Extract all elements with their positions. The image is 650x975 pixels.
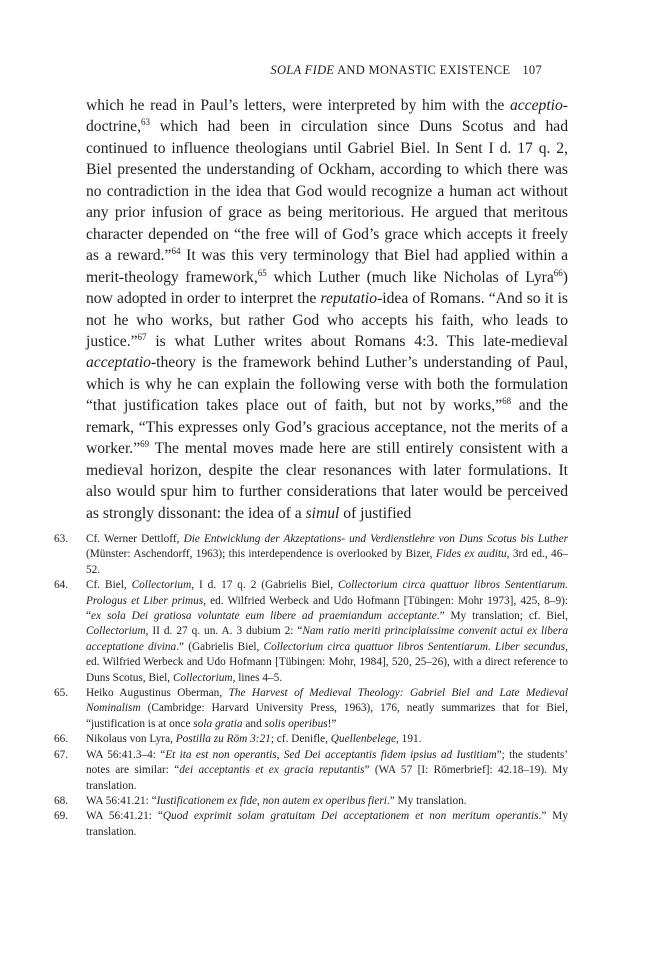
running-head-title: AND MONASTIC EXISTENCE [334, 63, 511, 77]
footnote-text: WA 56:41.21: “Iustificationem ex fide, non autem ex operibus fieri.” My translation. [86, 794, 467, 807]
body-text [86, 95, 568, 524]
footnotes [54, 532, 568, 840]
running-head [270, 63, 542, 78]
footnote-number: 69. [54, 810, 69, 823]
footnote-number: 67. [54, 748, 69, 761]
running-head-title-italic: SOLA FIDE [270, 63, 335, 77]
footnote-ref-63[interactable]: 63 [141, 117, 150, 128]
footnote-number: 63. [54, 533, 69, 545]
footnote-number: 65. [54, 687, 69, 700]
footnote-66 [54, 732, 568, 747]
footnote-ref-68[interactable]: 68 [502, 396, 512, 407]
footnote-ref-65[interactable]: 65 [257, 267, 267, 278]
footnote-64 [54, 578, 568, 686]
footnote-text: Cf. Werner Dettloff, Die Entwicklung der Akzeptations- und Verdienstlehre von Duns Scotus bis Luther (Münster: Aschendorff, 1963); this interdependence is overlooked by Bizer, Fides ex auditu, 3rd ed., 46–52. [86, 533, 568, 576]
footnote-text: WA 56:41.3–4: “Et ita est non operantis, Sed Dei acceptantis fidem ipsius ad Iustitiam”; the students’ notes are similar: “dei acceptantis et ex gracia reputantis” (WA 57 [I: Römerbrief]: 42.18–19). My translation. [86, 748, 568, 792]
footnote-text: Heiko Augustinus Oberman, The Harvest of Medieval Theology: Gabriel Biel and Late Medieval Nominalism (Cambridge: Harvard University Press, 1963), 176, neatly summarizes that for Biel, “justification is at once sola gratia and solis operibus!” [86, 687, 568, 730]
footnote-65 [54, 686, 568, 732]
footnote-text: Cf. Biel, Collectorium, I d. 17 q. 2 (Gabrielis Biel, Collectorium circa quattuor libros Sententiarum. Prologus et Liber primus, ed. Wilfried Werbeck and Udo Hofmann [Tübingen: Mohr 1973], 425, 8–9): “ex sola Dei gratiosa voluntate eum libere ad praemiandum acceptante.” My translation; cf. Biel, Collectorium, II d. 27 q. un. A. 3 dubium 2: “Nam ratio meriti principlaissime convenit actui ex libera acceptatione divina.” (Gabrielis Biel, Collectorium circa quattuor libros Sententiarum. Liber secundus, ed. Wilfried Werbeck and Udo Hofmann [Tübingen: Mohr, 1984], 520, 25–26), with a direct reference to Duns Scotus, Biel, Collectorium, lines 4–5. [86, 579, 569, 684]
footnote-number: 64. [54, 579, 69, 592]
footnote-number: 66. [54, 733, 69, 746]
footnote-67 [54, 748, 568, 794]
footnote-ref-64[interactable]: 64 [171, 245, 181, 256]
footnote-text: Nikolaus von Lyra, Postilla zu Röm 3:21; cf. Denifle, Quellenbelege, 191. [86, 733, 422, 746]
page-number: 107 [522, 63, 542, 77]
footnote-ref-67[interactable]: 67 [137, 331, 147, 342]
footnote-69 [54, 809, 568, 840]
footnote-ref-66[interactable]: 66 [553, 267, 563, 278]
body-paragraph: which he read in Paul’s letters, were interpreted by him with the acceptio-doctrine,$^{63}$ which had been in circulation since Duns Scotus and had continued to influence theologians until Gabriel Biel. In Sent I d. 17 q. 2, Biel presented the understanding of Ockham, according to which there was no contradiction in the idea that God would recognize a human act without any prior infusion of grace as being meritorious. He argued that meritous character depended on “the free will of God’s grace which accepts it freely as a reward.”$^{64}$ It was this very terminology that Biel had applied within a merit-theology framework,$^{65}$ which Luther (much like Nicholas of Lyra$^{66}$) now adopted in order to interpret the reputatio-idea of Romans. “And so it is not he who works, but rather God who accepts his faith, who leads to justice.”$^{67}$ is what Luther writes about Romans 4:3. This late-medieval acceptatio-theory is the framework behind Luther’s understanding of Paul, which is why he can explain the following verse with both the formulation “that justification takes place out of faith, but not by works,”$^{68}$ and the remark, “This expresses only God’s gracious acceptance, not the merits of a worker.”$^{69}$ The mental moves made here are still entirely consistent with a medieval horizon, despite the clear resonances with later formulations. It also would spur him to further considerations that later would be perceived as strongly dissonant: the idea of a simul of justified [86, 97, 568, 522]
footnote-68 [54, 794, 568, 809]
footnote-number: 68. [54, 794, 69, 807]
footnote-63 [54, 532, 568, 578]
footnote-text: WA 56:41.21: “Quod exprimit solam gratuitam Dei acceptationem et non meritum operantis.” My translation. [86, 810, 568, 838]
footnote-ref-69[interactable]: 69 [140, 439, 150, 450]
